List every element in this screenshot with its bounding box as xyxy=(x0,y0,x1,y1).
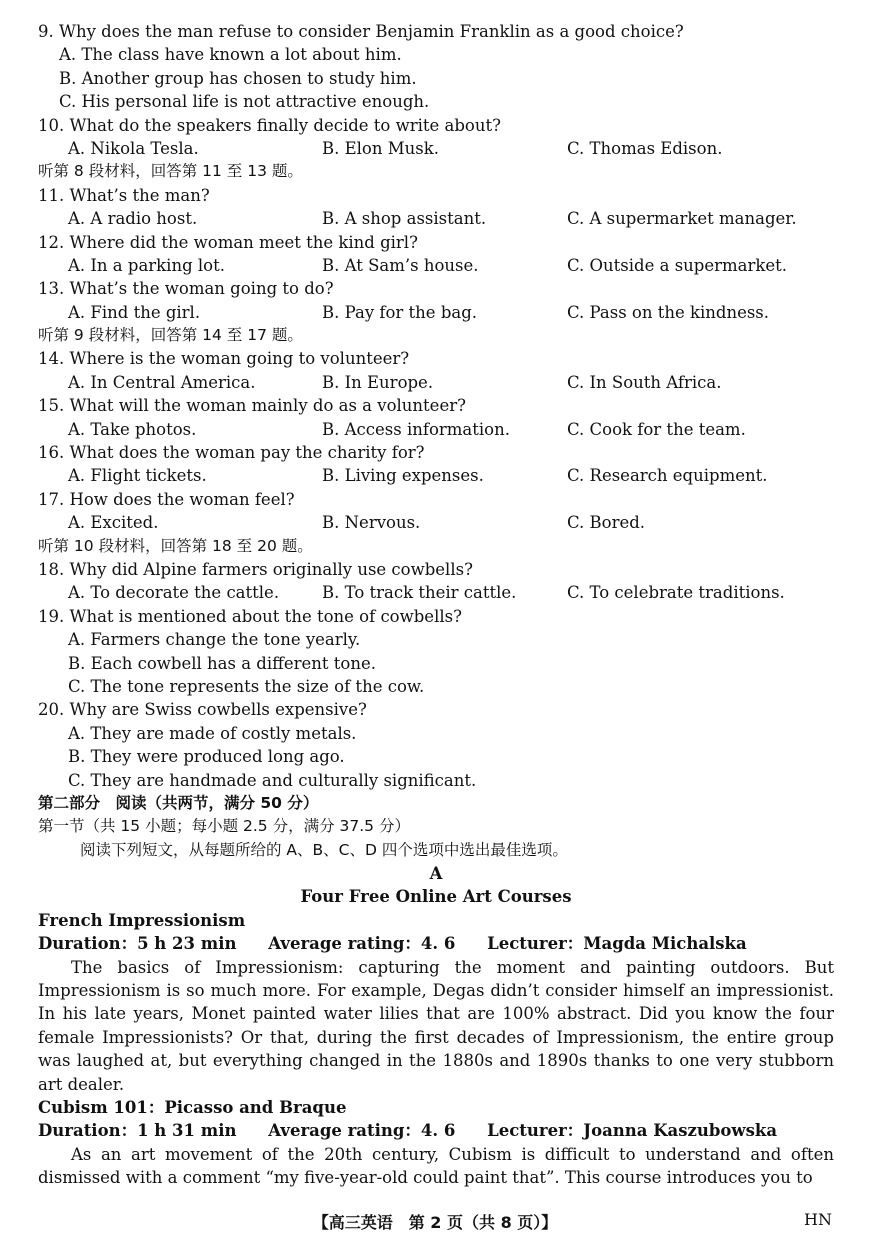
option-c: C. Cook for the team. xyxy=(567,419,746,439)
option-c: C. Bored. xyxy=(567,513,646,533)
course-2-description xyxy=(38,1143,834,1190)
section-10-heading: 听第 10 段材料，回答第 18 至 20 题。 xyxy=(38,536,313,555)
option-c: C. Thomas Edison. xyxy=(567,138,723,158)
question-9-option-a: A. The class have known a lot about him. xyxy=(59,45,402,65)
option-b: B. Pay for the bag. xyxy=(322,302,478,322)
section-8-heading: 听第 8 段材料，回答第 11 至 13 题。 xyxy=(38,162,303,181)
footer-page-label: 【高三英语 第 2 页（共 8 页）】 xyxy=(312,1213,558,1232)
passage-title: Four Free Online Art Courses xyxy=(300,887,572,907)
question-15-options xyxy=(38,418,834,441)
course-2-text: As an art movement of the 20th century, Cubism is difficult to understand and often dismissed with a comment “my five-year-old could paint that”. This course introduces you to xyxy=(38,1144,834,1188)
option-b: B. In Europe. xyxy=(322,372,434,392)
question-20-option-b: B. They were produced long ago. xyxy=(68,747,345,767)
course-2-duration: Duration：1 h 31 min xyxy=(38,1121,237,1141)
option-a: A. Take photos. xyxy=(68,419,197,439)
course-1-rating: Average rating：4. 6 xyxy=(268,934,456,954)
question-16-stem: 16. What does the woman pay the charity for? xyxy=(38,443,425,463)
option-a: A. In Central America. xyxy=(68,372,256,392)
option-a: A. In a parking lot. xyxy=(68,255,225,275)
option-a: A. Nikola Tesla. xyxy=(68,138,199,158)
option-b: B. A shop assistant. xyxy=(322,209,487,229)
option-b: B. Elon Musk. xyxy=(322,138,439,158)
question-9-option-c: C. His personal life is not attractive enough. xyxy=(59,92,430,112)
part-2-title: 第二部分 阅读（共两节，满分 50 分） xyxy=(38,793,319,812)
course-2-name: Cubism 101：Picasso and Braque xyxy=(38,1098,347,1118)
option-c: C. In South Africa. xyxy=(567,372,722,392)
option-c: C. A supermarket manager. xyxy=(567,209,797,229)
question-19-option-b: B. Each cowbell has a different tone. xyxy=(68,653,376,673)
question-17-stem: 17. How does the woman feel? xyxy=(38,489,295,509)
question-18-stem: 18. Why did Alpine farmers originally use cowbells? xyxy=(38,559,473,579)
option-b: B. Living expenses. xyxy=(322,466,484,486)
question-10-stem: 10. What do the speakers finally decide to write about? xyxy=(38,115,501,135)
footer-region-code: HN xyxy=(804,1210,832,1229)
question-20-option-a: A. They are made of costly metals. xyxy=(68,723,357,743)
question-12-stem: 12. Where did the woman meet the kind girl? xyxy=(38,232,418,252)
option-a: A. Excited. xyxy=(68,513,159,533)
course-1-description xyxy=(38,956,834,1096)
page-footer xyxy=(0,1210,870,1234)
option-b: B. At Sam’s house. xyxy=(322,255,479,275)
option-b: B. Nervous. xyxy=(322,513,421,533)
passage-letter: A xyxy=(429,864,443,884)
question-16-options xyxy=(38,464,834,487)
question-13-options xyxy=(38,301,834,324)
question-18-options xyxy=(38,581,834,604)
exam-page xyxy=(38,20,834,1190)
question-11-stem: 11. What’s the man? xyxy=(38,185,210,205)
question-9-stem: 9. Why does the man refuse to consider Benjamin Franklin as a good choice? xyxy=(38,22,684,41)
section-9-heading: 听第 9 段材料，回答第 14 至 17 题。 xyxy=(38,326,303,345)
part-2-instructions: 阅读下列短文，从每题所给的 A、B、C、D 四个选项中选出最佳选项。 xyxy=(80,840,568,859)
question-20-option-c: C. They are handmade and culturally significant. xyxy=(68,770,477,790)
option-a: A. Flight tickets. xyxy=(68,466,207,486)
question-19-option-a: A. Farmers change the tone yearly. xyxy=(68,630,361,650)
option-b: B. Access information. xyxy=(322,419,510,439)
option-b: B. To track their cattle. xyxy=(322,583,517,603)
question-19-stem: 19. What is mentioned about the tone of cowbells? xyxy=(38,606,462,626)
question-20-stem: 20. Why are Swiss cowbells expensive? xyxy=(38,700,367,720)
question-14-stem: 14. Where is the woman going to volunteer? xyxy=(38,349,410,369)
option-a: A. Find the girl. xyxy=(68,302,201,322)
question-13-stem: 13. What’s the woman going to do? xyxy=(38,279,334,299)
option-c: C. Pass on the kindness. xyxy=(567,302,770,322)
option-a: A. To decorate the cattle. xyxy=(68,583,280,603)
option-c: C. Research equipment. xyxy=(567,466,768,486)
option-c: C. To celebrate traditions. xyxy=(567,583,785,603)
course-1-lecturer: Lecturer：Magda Michalska xyxy=(487,934,747,954)
course-2-meta xyxy=(38,1119,834,1142)
question-14-options xyxy=(38,371,834,394)
course-2-lecturer: Lecturer：Joanna Kaszubowska xyxy=(487,1121,778,1141)
course-1-text: The basics of Impressionism: capturing the moment and painting outdoors. But Impressionism is so much more. For example, Degas didn’t consider himself an impressionist. In his late years, Monet painted water lilies that are 100% abstract. Did you know the four female Impressionists? Or that, during the first decades of Impressionism, the entire group was laughed at, but everything changed in the 1880s and 1890s thanks to one very stubborn art dealer. xyxy=(38,957,834,1094)
question-17-options xyxy=(38,511,834,534)
course-1-meta xyxy=(38,932,834,955)
option-c: C. Outside a supermarket. xyxy=(567,255,788,275)
course-1-duration: Duration：5 h 23 min xyxy=(38,934,237,954)
question-10-options xyxy=(38,137,834,160)
question-15-stem: 15. What will the woman mainly do as a volunteer? xyxy=(38,396,466,416)
part-2-subtitle: 第一节（共 15 小题；每小题 2.5 分，满分 37.5 分） xyxy=(38,817,410,836)
question-11-options xyxy=(38,207,834,230)
question-12-options xyxy=(38,254,834,277)
question-9-option-b: B. Another group has chosen to study him. xyxy=(59,68,417,88)
option-a: A. A radio host. xyxy=(68,209,198,229)
question-19-option-c: C. The tone represents the size of the cow. xyxy=(68,676,425,696)
course-2-rating: Average rating：4. 6 xyxy=(268,1121,456,1141)
course-1-name: French Impressionism xyxy=(38,910,246,930)
